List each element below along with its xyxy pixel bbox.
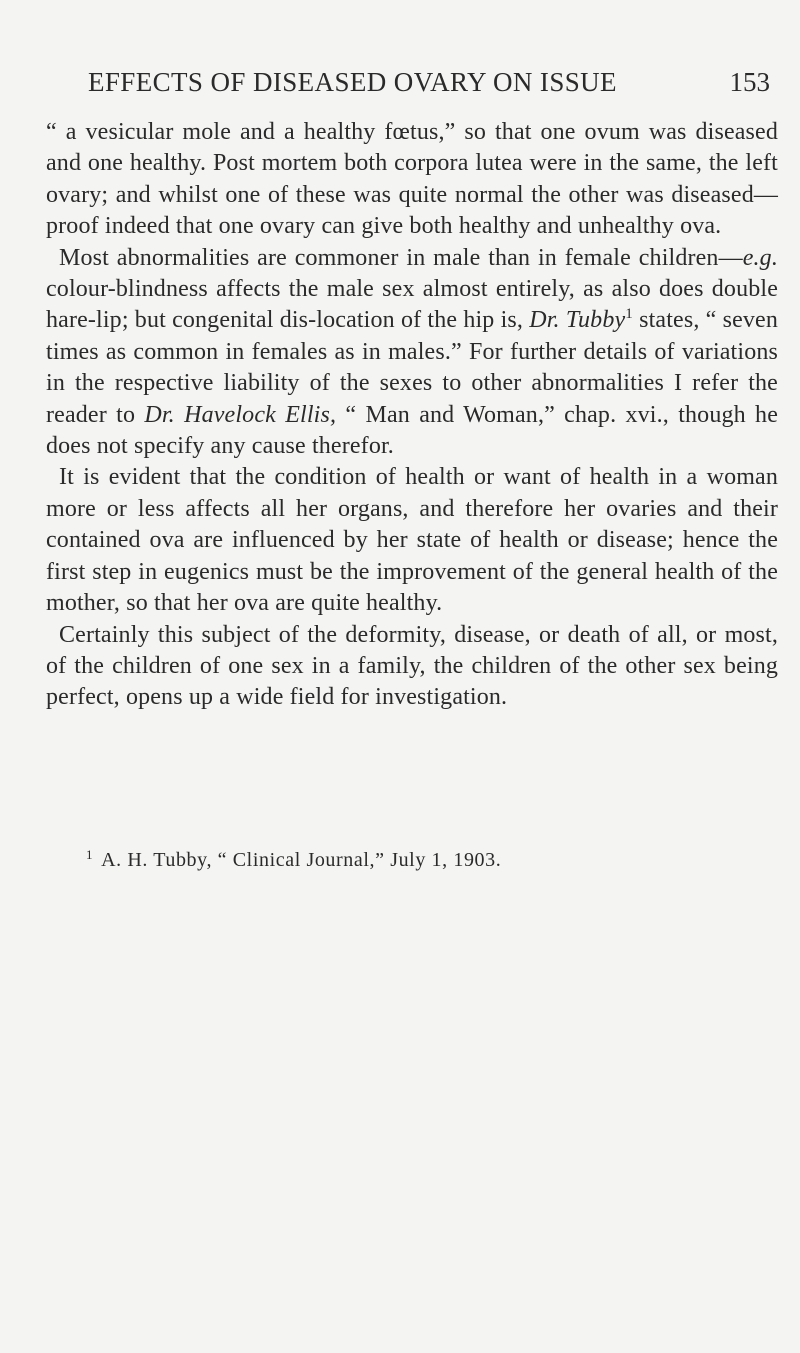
footnote-marker: 1: [86, 847, 94, 862]
footnote-reference: 1: [625, 306, 633, 323]
text-segment: Certainly this subject of the deformity, disease, or death of all, or most, of the children of one sex in a family, the children of the other sex being perfect, opens up a wide field for investigation.: [46, 621, 778, 711]
paragraph-abnormalities: [46, 243, 778, 463]
body-text: [46, 117, 778, 714]
text-segment: Most abnormalities are commoner in male than in female children—: [59, 244, 743, 271]
text-segment: It is evident that the condition of health or want of health in a woman more or less affects all her organs, and therefore her ovaries and their contained ova are influenced by her state of health or disease; hence the first step in eugenics must be the improvement of the general health of the mother, so that her ova are quite healthy.: [46, 464, 778, 617]
page-number: 153: [729, 67, 770, 97]
footnote: [86, 846, 776, 874]
author-name-ellis: Dr. Havelock Ellis,: [144, 401, 337, 428]
text-segment: colour-blindness affects the male sex almost entirely, as also does double hare-lip; but congenital dis-location of the hip is,: [46, 276, 778, 334]
italic-abbrev-eg: e.g.: [742, 244, 778, 271]
running-title: EFFECTS OF DISEASED OVARY ON ISSUE: [88, 67, 617, 97]
text-segment: “ a vesicular mole and a healthy fœtus,” so that one ovum was diseased and one healthy. Post mortem both corpora lutea were in the same, the left ovary; and whilst one of these was quite normal the other was diseased—proof indeed that one ovary can give both healthy and unhealthy ova.: [46, 119, 778, 240]
author-name-tubby: Dr. Tubby: [529, 307, 626, 334]
paragraph-continuation: [46, 117, 778, 243]
paragraph-health: [46, 462, 778, 619]
footnote-text: A. H. Tubby, “ Clinical Journal,” July 1, 1903.: [101, 849, 502, 871]
text-segment: “ Man and Woman,” chap. xvi., though he does not specify any cause therefor.: [46, 401, 778, 460]
text-segment: states, “ seven times as common in females as in males.” For further details of variations in the respective liability of the sexes to other abnormalities I refer the reader to: [46, 307, 778, 428]
running-head: [88, 62, 778, 102]
paragraph-investigation: [46, 620, 778, 714]
